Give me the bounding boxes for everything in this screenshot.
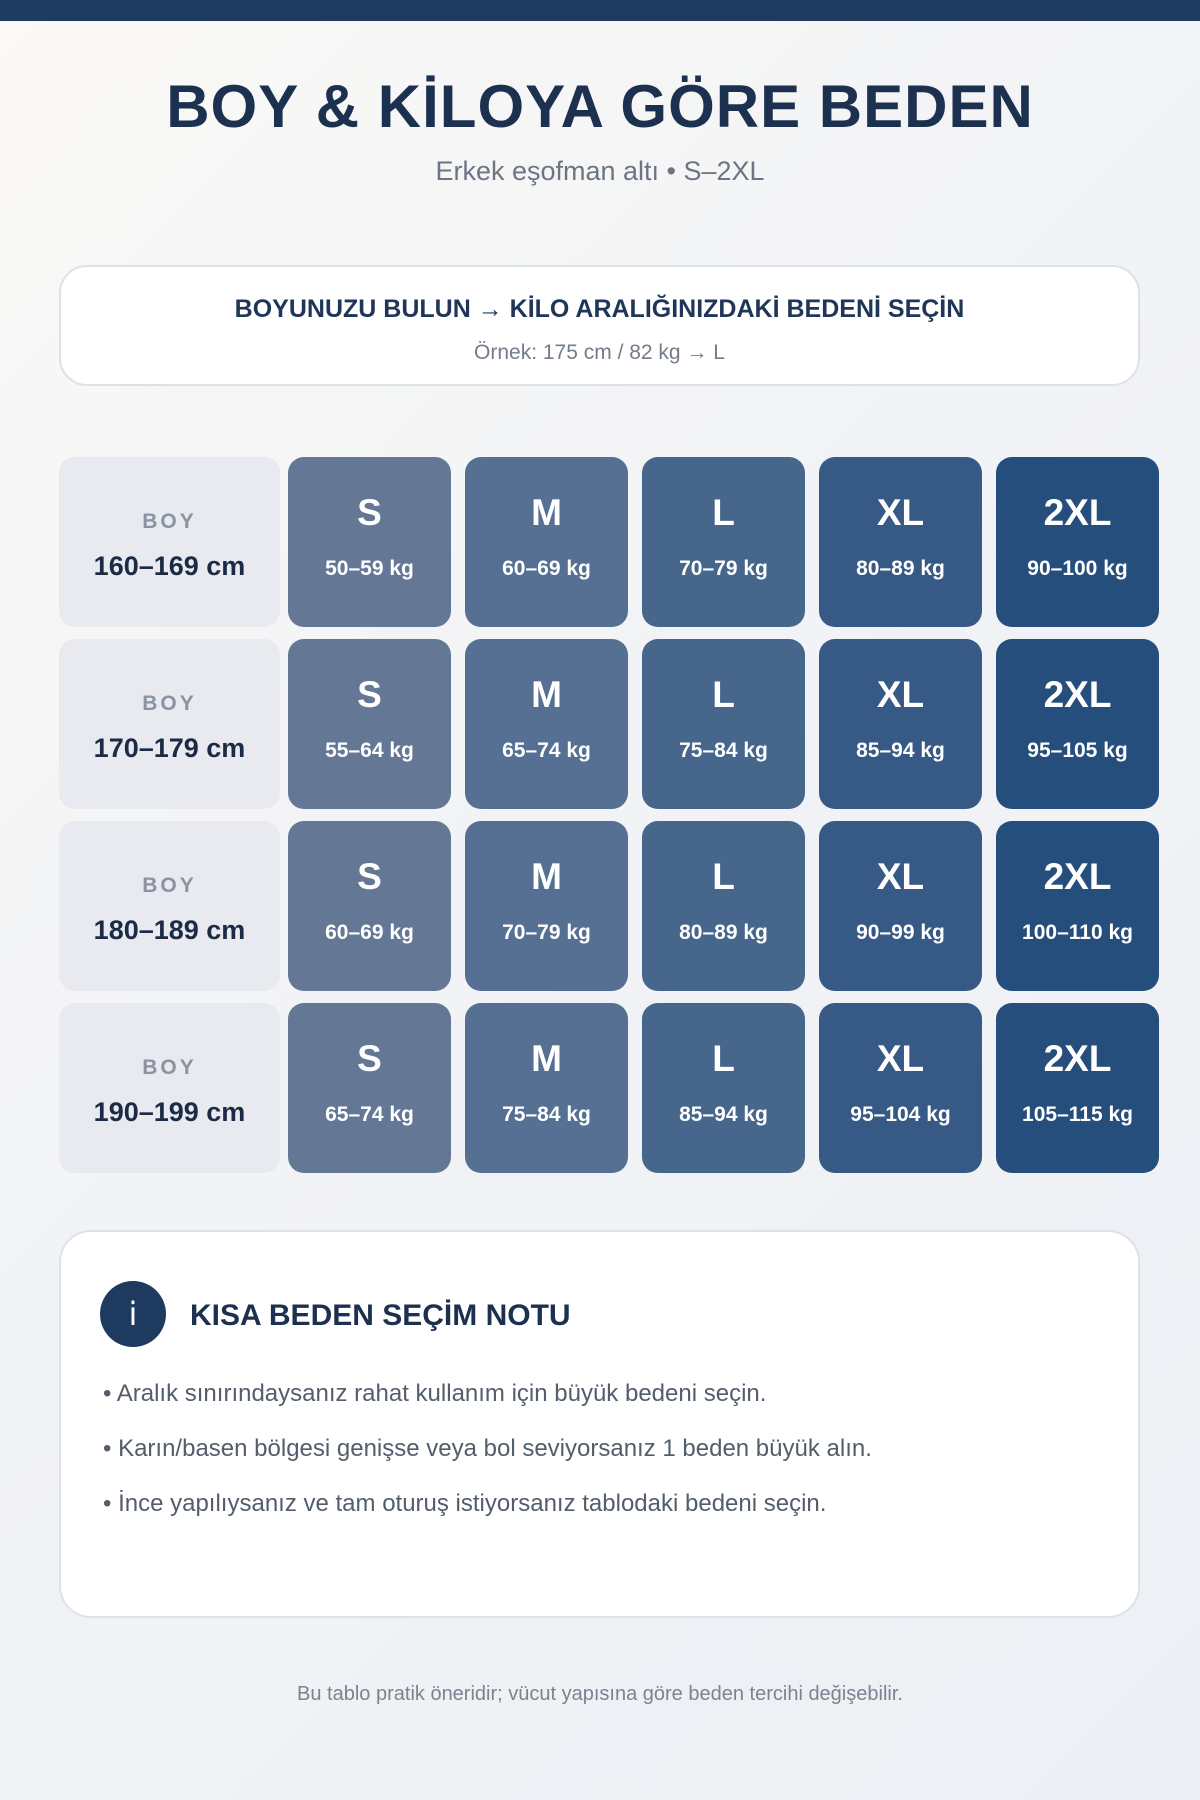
height-cell bbox=[59, 1003, 280, 1173]
size-label: S bbox=[357, 1038, 382, 1079]
weight-range: 55–64 kg bbox=[325, 739, 414, 762]
instruction-example: Örnek: 175 cm / 82 kg → L bbox=[474, 341, 725, 364]
size-cell bbox=[288, 1003, 451, 1173]
note-title: KISA BEDEN SEÇİM NOTU bbox=[190, 1299, 571, 1332]
weight-range: 95–105 kg bbox=[1027, 739, 1128, 762]
page-title: BOY & KİLOYA GÖRE BEDEN bbox=[166, 73, 1034, 140]
size-cell bbox=[819, 1003, 982, 1173]
size-label: M bbox=[531, 674, 562, 715]
size-cell bbox=[465, 1003, 628, 1173]
height-cell bbox=[59, 821, 280, 991]
size-cell bbox=[642, 457, 805, 627]
weight-range: 80–89 kg bbox=[856, 557, 945, 580]
size-cell bbox=[996, 639, 1159, 809]
note-item-1: • Aralık sınırındaysanız rahat kullanım için büyük bedeni seçin. bbox=[103, 1380, 767, 1407]
weight-range: 60–69 kg bbox=[502, 557, 591, 580]
note-item-2: • Karın/basen bölgesi genişse veya bol seviyorsanız 1 beden büyük alın. bbox=[103, 1435, 872, 1462]
weight-range: 85–94 kg bbox=[856, 739, 945, 762]
height-cell bbox=[59, 457, 280, 627]
instruction-box bbox=[59, 265, 1140, 386]
size-label: S bbox=[357, 674, 382, 715]
weight-range: 90–100 kg bbox=[1027, 557, 1128, 580]
height-value: 160–169 cm bbox=[93, 551, 246, 581]
size-cell bbox=[642, 1003, 805, 1173]
size-label: 2XL bbox=[1043, 856, 1112, 897]
size-cell bbox=[996, 821, 1159, 991]
size-cell bbox=[465, 639, 628, 809]
weight-range: 100–110 kg bbox=[1022, 921, 1133, 944]
note-item-3: • İnce yapılıysanız ve tam oturuş istiyorsanız tablodaki bedeni seçin. bbox=[103, 1490, 827, 1517]
size-label: L bbox=[712, 856, 735, 897]
height-value: 170–179 cm bbox=[93, 733, 246, 763]
height-label: BOY bbox=[142, 692, 197, 715]
size-cell bbox=[996, 1003, 1159, 1173]
size-cell bbox=[465, 457, 628, 627]
size-label: XL bbox=[876, 674, 925, 715]
size-cell bbox=[819, 821, 982, 991]
size-label: XL bbox=[876, 856, 925, 897]
size-label: L bbox=[712, 674, 735, 715]
info-icon: i bbox=[100, 1281, 166, 1347]
size-cell bbox=[642, 821, 805, 991]
weight-range: 80–89 kg bbox=[679, 921, 768, 944]
size-cell bbox=[996, 457, 1159, 627]
weight-range: 70–79 kg bbox=[502, 921, 591, 944]
top-accent-bar bbox=[0, 0, 1200, 21]
size-label: L bbox=[712, 1038, 735, 1079]
size-label: S bbox=[357, 856, 382, 897]
weight-range: 105–115 kg bbox=[1022, 1103, 1133, 1126]
size-row bbox=[59, 639, 1159, 809]
size-row bbox=[59, 457, 1159, 627]
size-label: XL bbox=[876, 1038, 925, 1079]
weight-range: 75–84 kg bbox=[679, 739, 768, 762]
size-cell bbox=[819, 457, 982, 627]
weight-range: 65–74 kg bbox=[325, 1103, 414, 1126]
instruction-title: BOYUNUZU BULUN → KİLO ARALIĞINIZDAKİ BEDENİ SEÇİN bbox=[234, 295, 965, 323]
size-label: XL bbox=[876, 492, 925, 533]
weight-range: 75–84 kg bbox=[502, 1103, 591, 1126]
size-cell bbox=[288, 457, 451, 627]
page-subtitle: Erkek eşofman altı • S–2XL bbox=[435, 156, 765, 186]
height-value: 190–199 cm bbox=[93, 1097, 246, 1127]
footer-note: Bu tablo pratik öneridir; vücut yapısına göre beden tercihi değişebilir. bbox=[297, 1683, 903, 1705]
height-label: BOY bbox=[142, 510, 197, 533]
size-row bbox=[59, 821, 1159, 991]
height-label: BOY bbox=[142, 874, 197, 897]
size-label: M bbox=[531, 1038, 562, 1079]
weight-range: 60–69 kg bbox=[325, 921, 414, 944]
weight-range: 90–99 kg bbox=[856, 921, 945, 944]
weight-range: 65–74 kg bbox=[502, 739, 591, 762]
size-cell bbox=[288, 821, 451, 991]
size-label: M bbox=[531, 856, 562, 897]
size-label: 2XL bbox=[1043, 492, 1112, 533]
weight-range: 95–104 kg bbox=[850, 1103, 951, 1126]
note-box bbox=[59, 1230, 1140, 1618]
size-row bbox=[59, 1003, 1159, 1173]
size-cell bbox=[642, 639, 805, 809]
size-label: 2XL bbox=[1043, 1038, 1112, 1079]
weight-range: 70–79 kg bbox=[679, 557, 768, 580]
size-label: S bbox=[357, 492, 382, 533]
weight-range: 85–94 kg bbox=[679, 1103, 768, 1126]
height-cell bbox=[59, 639, 280, 809]
weight-range: 50–59 kg bbox=[325, 557, 414, 580]
size-label: L bbox=[712, 492, 735, 533]
size-cell bbox=[465, 821, 628, 991]
size-label: 2XL bbox=[1043, 674, 1112, 715]
height-label: BOY bbox=[142, 1056, 197, 1079]
size-cell bbox=[288, 639, 451, 809]
height-value: 180–189 cm bbox=[93, 915, 246, 945]
size-cell bbox=[819, 639, 982, 809]
size-label: M bbox=[531, 492, 562, 533]
